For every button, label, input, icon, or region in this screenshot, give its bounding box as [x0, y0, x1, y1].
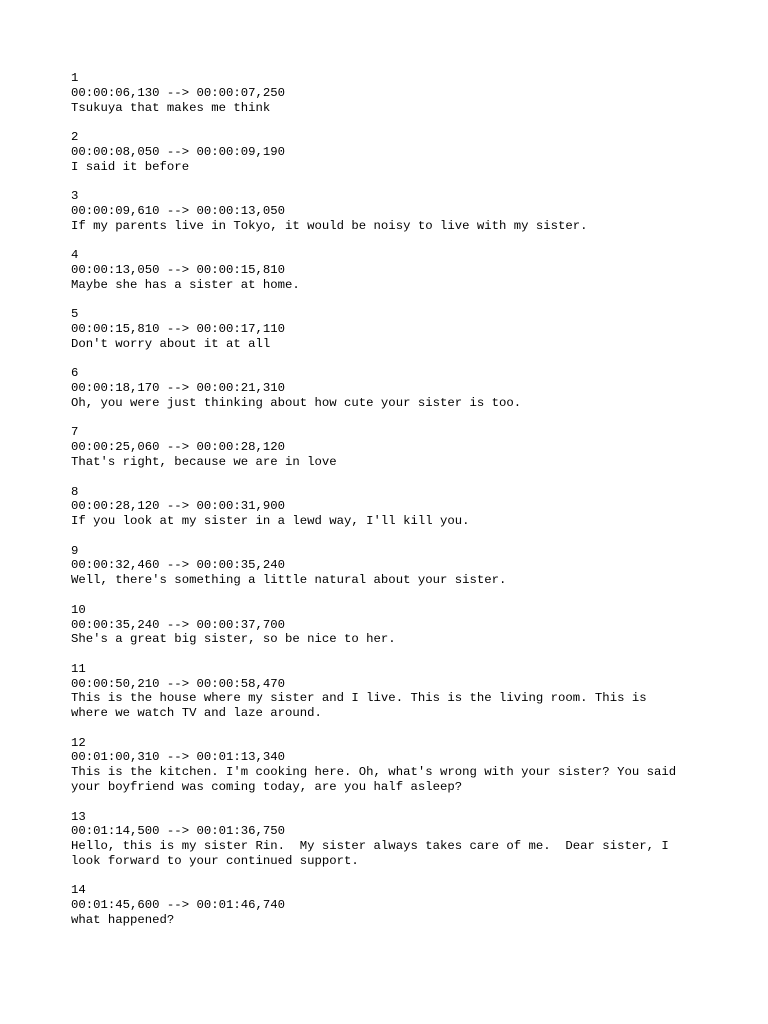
cue-timing: 00:00:18,170 --> 00:00:21,310: [71, 381, 286, 396]
cue-text-line: This is the kitchen. I'm cooking here. Oh, what's wrong with your sister? You said: [71, 765, 677, 780]
cue-timing: 00:00:13,050 --> 00:00:15,810: [71, 263, 286, 278]
cue-text-line: Well, there's something a little natural about your sister.: [71, 573, 507, 588]
cue-index: 5: [71, 307, 79, 322]
cue-text-line: This is the house where my sister and I live. This is the living room. This is: [71, 691, 647, 706]
cue-index: 3: [71, 189, 79, 204]
cue-text-line: That's right, because we are in love: [71, 455, 337, 470]
cue-index: 12: [71, 735, 86, 750]
cue-index: 6: [71, 366, 79, 381]
cue-index: 4: [71, 248, 79, 263]
cue-timing: 00:01:45,600 --> 00:01:46,740: [71, 898, 286, 913]
cue-timing: 00:00:32,460 --> 00:00:35,240: [71, 558, 286, 573]
cue-timing: 00:01:00,310 --> 00:01:13,340: [71, 750, 286, 765]
cue-text-line: what happened?: [71, 913, 175, 927]
subtitle-cue: [71, 248, 701, 292]
cue-timing: 00:01:14,500 --> 00:01:36,750: [71, 824, 286, 839]
subtitle-cue: [71, 603, 701, 647]
cue-index: 9: [71, 543, 79, 558]
cue-timing: 00:00:28,120 --> 00:00:31,900: [71, 499, 286, 514]
subtitle-cue: [71, 810, 701, 869]
cue-text-line: Maybe she has a sister at home.: [71, 277, 300, 292]
subtitle-cue: [71, 883, 701, 927]
cue-index: 2: [71, 130, 79, 145]
subtitle-cue: [71, 130, 701, 174]
cue-text-line: look forward to your continued support.: [71, 853, 359, 868]
cue-index: 7: [71, 425, 79, 440]
subtitle-text: [71, 71, 701, 942]
subtitle-cue: [71, 425, 701, 469]
cue-text-line: I said it before: [71, 159, 190, 174]
cue-text-line: If you look at my sister in a lewd way, I'll kill you.: [71, 514, 470, 529]
subtitle-cue: [71, 662, 701, 721]
cue-text-line: Don't worry about it at all: [71, 336, 271, 351]
subtitle-cue: [71, 366, 701, 410]
subtitle-cue: [71, 485, 701, 529]
cue-index: 10: [71, 602, 86, 617]
cue-timing: 00:00:09,610 --> 00:00:13,050: [71, 203, 286, 218]
cue-text-line: She's a great big sister, so be nice to her.: [71, 632, 396, 647]
cue-timing: 00:00:15,810 --> 00:00:17,110: [71, 322, 286, 337]
cue-timing: 00:00:35,240 --> 00:00:37,700: [71, 617, 286, 632]
subtitle-cue: [71, 71, 701, 115]
cue-index: 14: [71, 883, 86, 898]
cue-text-line: Tsukuya that makes me think: [71, 100, 271, 115]
cue-text-line: Hello, this is my sister Rin. My sister always takes care of me. Dear sister, I: [71, 839, 669, 854]
cue-index: 13: [71, 809, 86, 824]
cue-index: 8: [71, 484, 79, 499]
cue-timing: 00:00:50,210 --> 00:00:58,470: [71, 676, 286, 691]
subtitle-cue: [71, 307, 701, 351]
cue-index: 11: [71, 661, 86, 676]
subtitle-cue: [71, 189, 701, 233]
cue-text-line: Oh, you were just thinking about how cute your sister is too.: [71, 395, 522, 410]
cue-timing: 00:00:08,050 --> 00:00:09,190: [71, 144, 286, 159]
subtitle-cue: [71, 736, 701, 795]
subtitle-cue: [71, 544, 701, 588]
cue-timing: 00:00:06,130 --> 00:00:07,250: [71, 85, 286, 100]
cue-text-line: where we watch TV and laze around.: [71, 706, 322, 721]
cue-text-line: If my parents live in Tokyo, it would be noisy to live with my sister.: [71, 218, 588, 233]
cue-timing: 00:00:25,060 --> 00:00:28,120: [71, 440, 286, 455]
cue-index: 1: [71, 71, 79, 85]
cue-text-line: your boyfriend was coming today, are you half asleep?: [71, 780, 463, 795]
